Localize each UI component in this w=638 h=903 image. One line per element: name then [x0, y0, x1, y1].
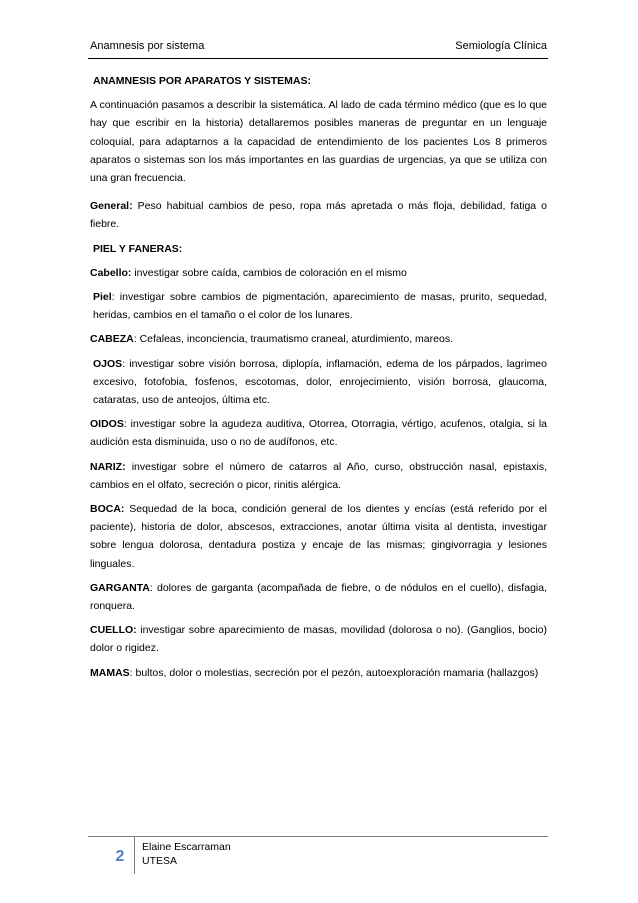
footer-vertical-divider: [134, 836, 135, 874]
mamas-text: : bultos, dolor o molestias, secreción por el pezón, autoexploración mamaria (hallazgos): [129, 666, 539, 679]
cabeza-paragraph: [90, 330, 547, 348]
header-right-title: Semiología Clínica: [455, 40, 547, 52]
cabello-paragraph: [90, 264, 547, 282]
nariz-text: investigar sobre el número de catarros al Año, curso, obstrucción nasal, epistaxis, cambios en el olfato, secreción o picor, rinitis alérgica.: [90, 460, 547, 491]
cuello-paragraph: [90, 621, 547, 657]
piel-paragraph: [90, 288, 547, 324]
boca-label: BOCA:: [90, 503, 125, 516]
footer-info: [142, 840, 231, 868]
cabeza-text: : Cefaleas, inconciencia, traumatismo craneal, aturdimiento, mareos.: [133, 333, 453, 346]
footer-divider: [88, 836, 548, 837]
nariz-label: NARIZ:: [90, 460, 126, 473]
oidos-label: OIDOS: [90, 418, 124, 431]
page-number: 2: [115, 848, 125, 865]
cabeza-label: CABEZA: [90, 333, 134, 346]
section-title: ANAMNESIS POR APARATOS Y SISTEMAS:: [93, 75, 312, 87]
page-header: [90, 40, 547, 56]
footer-institution: UTESA: [142, 855, 178, 867]
oidos-text: : investigar sobre la agudeza auditiva, Otorrea, Otorragia, vértigo, acufenos, otalgia, si la audición esta disminuida, uso o no de audífonos, etc.: [90, 418, 547, 449]
ojos-text: : investigar sobre visión borrosa, diplopía, inflamación, edema de los párpados, lagrimeo excesivo, fotofobia, fosfenos, escotomas, dolor, enrojecimiento, visión borrosa, glaucoma, cataratas, uso de anteojos, última etc.: [93, 357, 547, 407]
piel-text: : investigar sobre cambios de pigmentación, aparecimiento de masas, prurito, sequedad, heridas, cambios en el tamaño o el color de los lunares.: [93, 291, 547, 322]
nariz-paragraph: [90, 458, 547, 494]
cabello-label: Cabello:: [90, 266, 132, 279]
boca-paragraph: [90, 500, 547, 573]
boca-text: Sequedad de la boca, condición general de los dientes y encías (está referido por el paciente), historia de dolor, abscesos, extracciones, anotar última visita al dentista, investigar sobre lengua dolorosa, dentadura postiza y encaje de las mismas; gingivorragia y lesiones linguales.: [90, 503, 547, 570]
garganta-label: GARGANTA: [90, 581, 150, 594]
piel-label: Piel: [93, 291, 112, 304]
mamas-paragraph: [90, 664, 547, 682]
ojos-label: OJOS: [93, 357, 123, 370]
garganta-text: : dolores de garganta (acompañada de fiebre, o de nódulos en el cuello), disfagia, ronquera.: [90, 581, 547, 613]
header-left-title: Anamnesis por sistema: [90, 40, 205, 52]
intro-paragraph: A continuación pasamos a describir la sistemática. Al lado de cada término médico (que es lo que hay que escribir en la historia) detallaremos posibles maneras de preguntar en un lenguaje coloquial, para adaptarnos a la capacidad de entendimiento de los pacientes Los 8 primeros aparatos o sistemas son los más importantes en las guardias de urgencias, ya que se utiliza con una gran frecuencia.: [90, 99, 547, 185]
mamas-label: MAMAS: [90, 666, 130, 679]
oidos-paragraph: [90, 415, 547, 451]
cuello-text: investigar sobre aparecimiento de masas, movilidad (dolorosa o no). (Ganglios, bocio) dolor o rigidez.: [90, 624, 547, 655]
garganta-paragraph: [90, 579, 547, 615]
footer-author: Elaine Escarraman: [142, 841, 231, 853]
general-label: General:: [90, 200, 133, 213]
general-paragraph: [90, 197, 547, 233]
piel-faneras-heading: PIEL Y FANERAS:: [93, 242, 183, 255]
cabello-text: investigar sobre caída, cambios de coloración en el mismo: [131, 266, 407, 279]
cuello-label: CUELLO:: [90, 624, 137, 637]
header-divider: [88, 58, 548, 59]
document-body: [90, 72, 547, 688]
ojos-paragraph: [90, 355, 547, 410]
general-text: Peso habitual cambios de peso, ropa más apretada o más floja, debilidad, fatiga o fiebre.: [90, 200, 547, 231]
